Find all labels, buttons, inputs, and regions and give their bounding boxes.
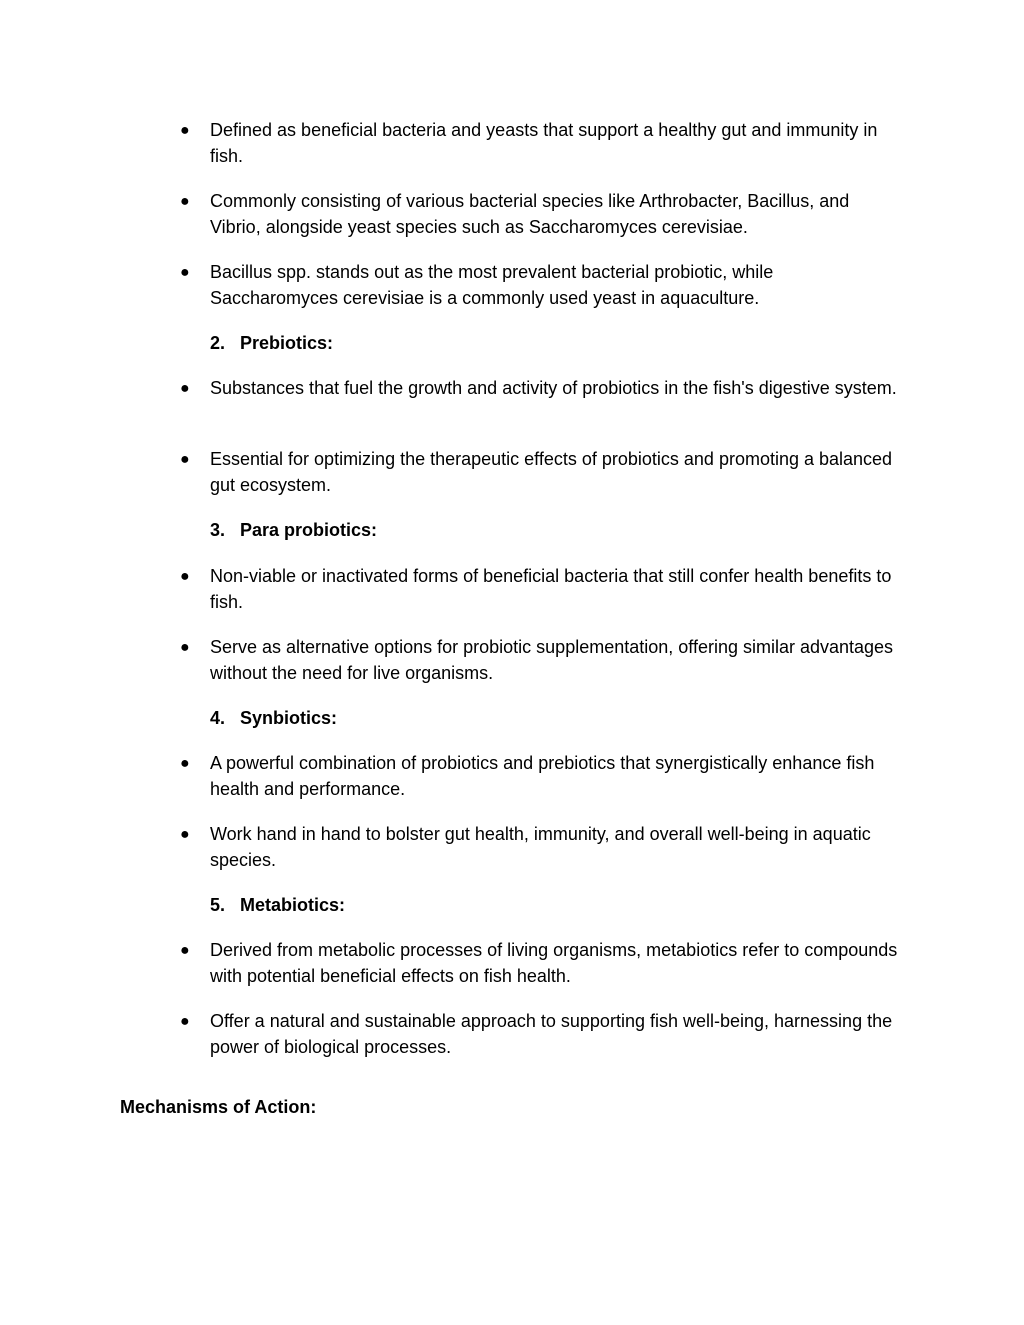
- bullet-icon: ●: [180, 193, 190, 210]
- bullet-icon: ●: [180, 380, 190, 397]
- list-item-text: Essential for optimizing the therapeutic effects of probiotics and promoting a balanced gut ecosystem.: [210, 449, 893, 495]
- list-item: [180, 118, 900, 169]
- list-item-text: Commonly consisting of various bacterial species like Arthrobacter, Bacillus, and Vibrio, alongside yeast species such as Saccharomyces cerevisiae.: [210, 191, 850, 237]
- bullet-icon: ●: [180, 1013, 190, 1030]
- subheading-title: Para probiotics:: [240, 520, 378, 540]
- list-item: [180, 938, 900, 989]
- bullet-icon: ●: [180, 826, 190, 843]
- bullet-icon: ●: [180, 568, 190, 585]
- subheading-title: Synbiotics:: [240, 708, 338, 728]
- subheading-title: Metabiotics:: [240, 895, 346, 915]
- subheading-title: Prebiotics:: [240, 333, 334, 353]
- list-item: [180, 189, 900, 240]
- list-item-text: Non-viable or inactivated forms of beneficial bacteria that still confer health benefits to fish.: [210, 566, 892, 612]
- bullet-icon: ●: [180, 264, 190, 281]
- list-item: [180, 822, 900, 873]
- bullet-icon: ●: [180, 639, 190, 656]
- subheading-synbiotics: [210, 706, 337, 732]
- subheading-number: 3.: [210, 520, 226, 540]
- subheading-number: 5.: [210, 895, 226, 915]
- bullet-icon: ●: [180, 755, 190, 772]
- list-item-text: Defined as beneficial bacteria and yeasts that support a healthy gut and immunity in fish.: [210, 120, 878, 166]
- subheading-prebiotics: [210, 331, 333, 357]
- list-item: [180, 260, 900, 311]
- list-item-text: Serve as alternative options for probiotic supplementation, offering similar advantages without the need for live organisms.: [210, 637, 894, 683]
- list-item-text: A powerful combination of probiotics and prebiotics that synergistically enhance fish health and performance.: [210, 753, 875, 799]
- list-item: [180, 1009, 900, 1060]
- bullet-icon: ●: [180, 942, 190, 959]
- list-item: [180, 447, 900, 498]
- section-heading: Mechanisms of Action:: [120, 1097, 317, 1117]
- list-item-text: Bacillus spp. stands out as the most prevalent bacterial probiotic, while Saccharomyces cerevisiae is a commonly used yeast in aquaculture.: [210, 262, 774, 308]
- bullet-icon: ●: [180, 451, 190, 468]
- list-item: [180, 376, 900, 402]
- bullet-icon: ●: [180, 122, 190, 139]
- list-item: [180, 564, 900, 615]
- subheading-paraprobiotics: [210, 518, 377, 544]
- list-item-text: Work hand in hand to bolster gut health, immunity, and overall well-being in aquatic species.: [210, 824, 871, 870]
- subheading-metabiotics: [210, 893, 345, 919]
- subheading-number: 2.: [210, 333, 226, 353]
- list-item-text: Derived from metabolic processes of living organisms, metabiotics refer to compounds with potential beneficial effects on fish health.: [210, 940, 898, 986]
- list-item: [180, 635, 900, 686]
- list-item: [180, 751, 900, 802]
- subheading-number: 4.: [210, 708, 226, 728]
- list-item-text: Offer a natural and sustainable approach to supporting fish well-being, harnessing the power of biological processes.: [210, 1011, 893, 1057]
- list-item-text: Substances that fuel the growth and activity of probiotics in the fish's digestive system.: [210, 378, 897, 398]
